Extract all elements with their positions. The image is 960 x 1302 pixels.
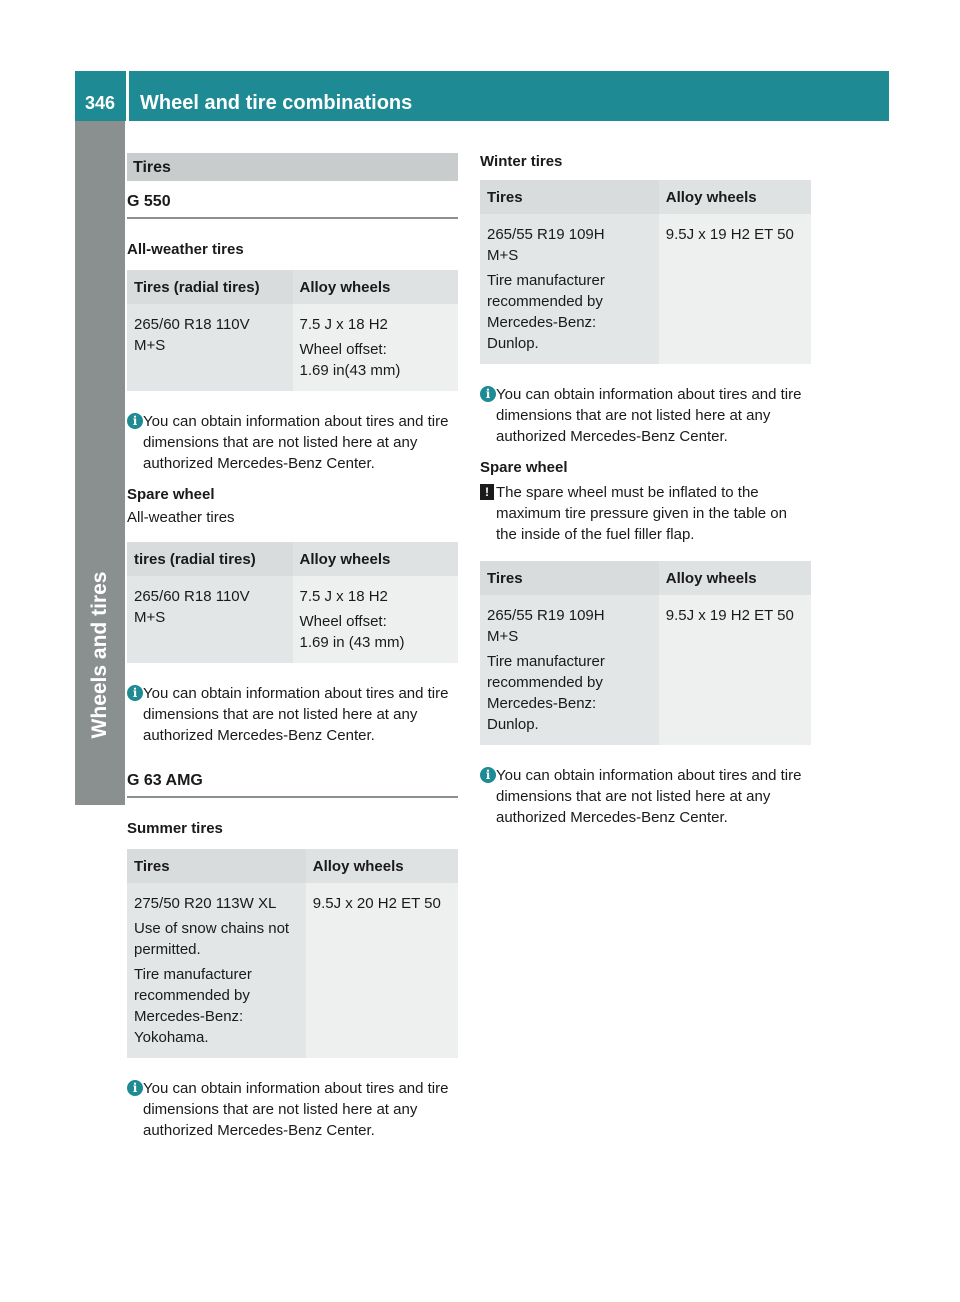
table-header-wheels: Alloy wheels	[659, 561, 811, 595]
tires-section-bar: Tires	[127, 153, 458, 181]
table-header-tires: Tires	[480, 180, 659, 214]
tire-rating: M+S	[487, 247, 519, 264]
wheel-offset-value: 1.69 in (43 mm)	[299, 634, 405, 651]
note-text: You can obtain information about tires and tire dimensions that are not listed here at any authorized Mercedes-Benz Center.	[496, 386, 802, 445]
table-header-wheels: Alloy wheels	[293, 270, 459, 304]
spare-wheel-heading: Spare wheel	[480, 459, 568, 476]
info-icon: i	[127, 1080, 143, 1096]
tire-size: 265/55 R19 109H	[487, 226, 605, 243]
left-column	[127, 153, 458, 1149]
wheel-cell: 9.5J x 19 H2 ET 50	[659, 595, 811, 745]
info-icon: i	[480, 767, 496, 783]
spare-wheel-heading: Spare wheel	[127, 486, 215, 503]
table-row	[127, 304, 458, 391]
warning-icon: !	[480, 484, 494, 500]
manufacturer-note: Tire manufacturer recommended by Mercedes-Benz: Dunlop.	[487, 653, 605, 733]
table-header-wheels: Alloy wheels	[293, 542, 459, 576]
note-text: You can obtain information about tires and tire dimensions that are not listed here at any authorized Mercedes-Benz Center.	[143, 1080, 449, 1139]
summer-heading: Summer tires	[127, 820, 223, 837]
wheel-cell: 9.5J x 19 H2 ET 50	[659, 214, 811, 364]
tire-rating: M+S	[134, 337, 166, 354]
note-text: You can obtain information about tires and tire dimensions that are not listed here at any authorized Mercedes-Benz Center.	[496, 767, 802, 826]
note-text: You can obtain information about tires and tire dimensions that are not listed here at any authorized Mercedes-Benz Center.	[143, 685, 449, 744]
wheel-offset-value: 1.69 in(43 mm)	[299, 362, 401, 379]
table-header-wheels: Alloy wheels	[659, 180, 811, 214]
tire-size: 275/50 R20 113W XL	[134, 895, 277, 912]
info-icon: i	[480, 386, 496, 402]
warning-text: The spare wheel must be inflated to the maximum tire pressure given in the table on the inside of the fuel filler flap.	[496, 484, 787, 543]
tire-cell	[127, 576, 293, 663]
info-note	[480, 384, 811, 447]
table-header-tires: Tires	[480, 561, 659, 595]
wheel-offset-label: Wheel offset:	[299, 613, 387, 630]
model-title-g550: G 550	[127, 181, 458, 219]
right-column	[480, 153, 811, 836]
table-header-wheels: Alloy wheels	[306, 849, 458, 883]
wheel-size: 7.5 J x 18 H2	[299, 588, 388, 605]
tire-cell	[127, 304, 293, 391]
tire-cell	[127, 883, 306, 1058]
summer-table	[127, 849, 458, 1058]
tire-rating: M+S	[134, 609, 166, 626]
allweather-heading: All-weather tires	[127, 241, 244, 258]
info-note	[480, 765, 811, 828]
winter-table	[480, 180, 811, 364]
manufacturer-note: Tire manufacturer recommended by Mercedes-Benz: Dunlop.	[487, 272, 605, 352]
info-icon: i	[127, 685, 143, 701]
info-note	[127, 683, 458, 746]
table-row	[127, 883, 458, 1058]
table-header-tires: Tires (radial tires)	[127, 270, 293, 304]
info-note	[127, 1078, 458, 1141]
side-tab-label: Wheels and tires	[88, 571, 111, 739]
manufacturer-note: Tire manufacturer recommended by Mercedes-Benz: Yokohama.	[134, 966, 252, 1046]
info-icon: i	[127, 413, 143, 429]
warning-note	[480, 482, 811, 545]
tire-size: 265/55 R19 109H	[487, 607, 605, 624]
note-text: You can obtain information about tires and tire dimensions that are not listed here at any authorized Mercedes-Benz Center.	[143, 413, 449, 472]
tire-rating: M+S	[487, 628, 519, 645]
spare-allweather-table	[127, 542, 458, 663]
wheel-size: 7.5 J x 18 H2	[299, 316, 388, 333]
table-header-tires: Tires	[127, 849, 306, 883]
header-divider	[126, 71, 129, 121]
wheel-cell: 9.5J x 20 H2 ET 50	[306, 883, 458, 1058]
spare-sub-heading: All-weather tires	[127, 509, 235, 526]
allweather-table	[127, 270, 458, 391]
tire-cell	[480, 214, 659, 364]
page-title: Wheel and tire combinations	[140, 92, 413, 114]
tire-size: 265/60 R18 110V	[134, 588, 250, 605]
snow-chains-note: Use of snow chains not permitted.	[134, 920, 290, 958]
table-row	[127, 576, 458, 663]
spare-winter-table	[480, 561, 811, 745]
wheel-offset-label: Wheel offset:	[299, 341, 387, 358]
model-title-g63amg: G 63 AMG	[127, 754, 458, 798]
wheel-cell	[293, 576, 459, 663]
winter-heading: Winter tires	[480, 153, 563, 170]
table-header-tires: tires (radial tires)	[127, 542, 293, 576]
wheel-cell	[293, 304, 459, 391]
table-row	[480, 214, 811, 364]
tire-size: 265/60 R18 110V	[134, 316, 250, 333]
page-number: 346	[84, 93, 116, 113]
info-note	[127, 411, 458, 474]
table-row	[480, 595, 811, 745]
tire-cell	[480, 595, 659, 745]
